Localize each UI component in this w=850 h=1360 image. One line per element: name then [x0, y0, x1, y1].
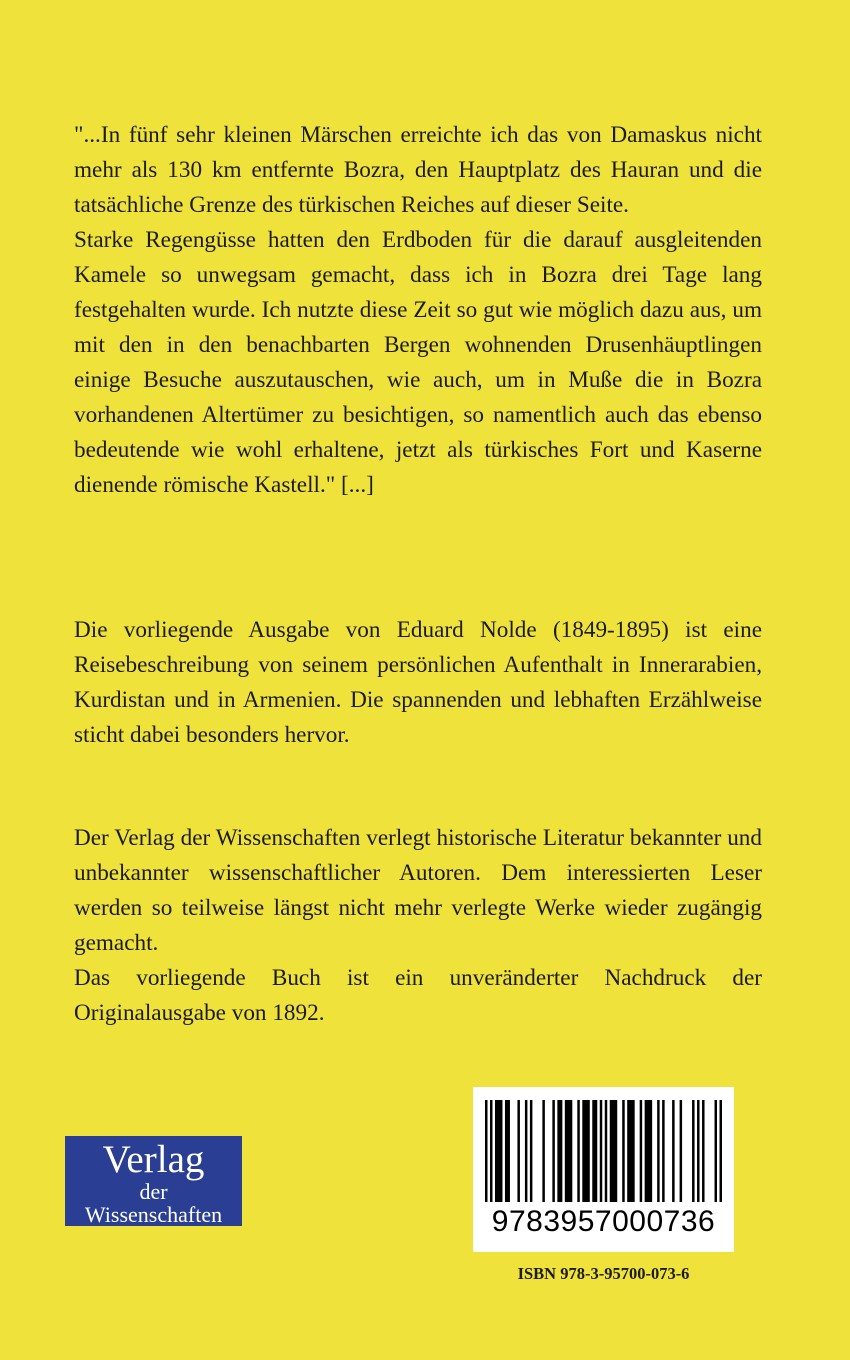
barcode-bar — [697, 1100, 699, 1202]
barcode-bar — [592, 1100, 597, 1202]
barcode-bar — [582, 1100, 589, 1202]
barcode-bar — [702, 1100, 704, 1202]
barcode-bar — [542, 1100, 544, 1202]
barcode-bar — [517, 1100, 519, 1202]
barcode-bar — [692, 1100, 694, 1202]
barcode-bar — [622, 1100, 624, 1202]
quote-paragraph-2: Starke Regengüsse hatten den Erdboden für die darauf ausgleitenden Kamele so unwegsam gemacht, dass ich in Bozra drei Tage lang festgehalten wurde. Ich nutzte diese Zeit so gut wie möglich dazu aus, um mit den in den benachbarten Bergen wohnenden Drusenhäuptlingen einige Besuche auszutauschen, wie auch, um in Muße die in Bozra vorhandenen Altertümer zu besichtigen, so namentlich auch das ebenso bedeutende wie wohl erhaltene, jetzt als türkisches Fort und Kaserne dienende römische Kastell." [...] — [74, 227, 762, 498]
barcode — [473, 1087, 734, 1252]
barcode-bar — [495, 1100, 502, 1202]
logo-line-wissenschaften: Wissenschaften — [84, 1202, 223, 1227]
publisher-info-paragraph-2: Das vorliegende Buch ist ein unveränderter Nachdruck der Originalausgabe von 1892. — [74, 965, 762, 1026]
barcode-bar — [557, 1100, 562, 1202]
barcode-digits: 9783957000736 — [491, 1205, 716, 1238]
barcode-bar — [605, 1100, 607, 1202]
barcode-bar — [720, 1100, 722, 1202]
barcode-bar — [672, 1100, 674, 1202]
publisher-logo — [65, 1136, 242, 1226]
publisher-info-block — [74, 821, 762, 1031]
barcode-bar — [552, 1100, 554, 1202]
quote-text-block — [74, 118, 762, 503]
barcode-bar — [565, 1100, 572, 1202]
book-description-block — [74, 613, 762, 753]
barcode-bar — [600, 1100, 602, 1202]
barcode-bar — [657, 1100, 659, 1202]
publisher-info-paragraph-1: Der Verlag der Wissenschaften verlegt historische Literatur bekannter und unbekannter wissenschaftlicher Autoren. Dem interessierten Leser werden so teilweise längst nicht mehr verlegte Werke wieder zugängig gemacht. — [74, 825, 762, 956]
barcode-bar — [505, 1100, 510, 1202]
barcode-bars — [485, 1100, 722, 1202]
barcode-bar — [645, 1100, 652, 1202]
book-description-paragraph: Die vorliegende Ausgabe von Eduard Nolde (1849-1895) ist eine Reisebeschreibung von seinem persönlichen Aufenthalt in Innerarabien, Kurdistan und in Armenien. Die spannenden und lebhaften Erzählweise sticht dabei besonders hervor. — [74, 617, 762, 748]
barcode-bar — [662, 1100, 664, 1202]
barcode-bar — [680, 1100, 682, 1202]
barcode-bar — [530, 1100, 532, 1202]
barcode-bar — [610, 1100, 617, 1202]
barcode-bar — [627, 1100, 634, 1202]
barcode-bar — [640, 1100, 642, 1202]
quote-paragraph-1: "...In fünf sehr kleinen Märschen erreichte ich das von Damaskus nicht mehr als 130 km entfernte Bozra, den Hauptplatz des Hauran und die tatsächliche Grenze des türkischen Reiches auf dieser Seite. — [74, 122, 762, 218]
logo-line-verlag: Verlag — [102, 1138, 205, 1181]
barcode-bar — [490, 1100, 492, 1202]
logo-line-der: der — [139, 1179, 168, 1204]
barcode-bar — [485, 1100, 487, 1202]
isbn-label: ISBN 978-3-95700-073-6 — [517, 1264, 690, 1283]
barcode-bar — [525, 1100, 527, 1202]
barcode-bar — [715, 1100, 717, 1202]
barcode-bar — [577, 1100, 579, 1202]
